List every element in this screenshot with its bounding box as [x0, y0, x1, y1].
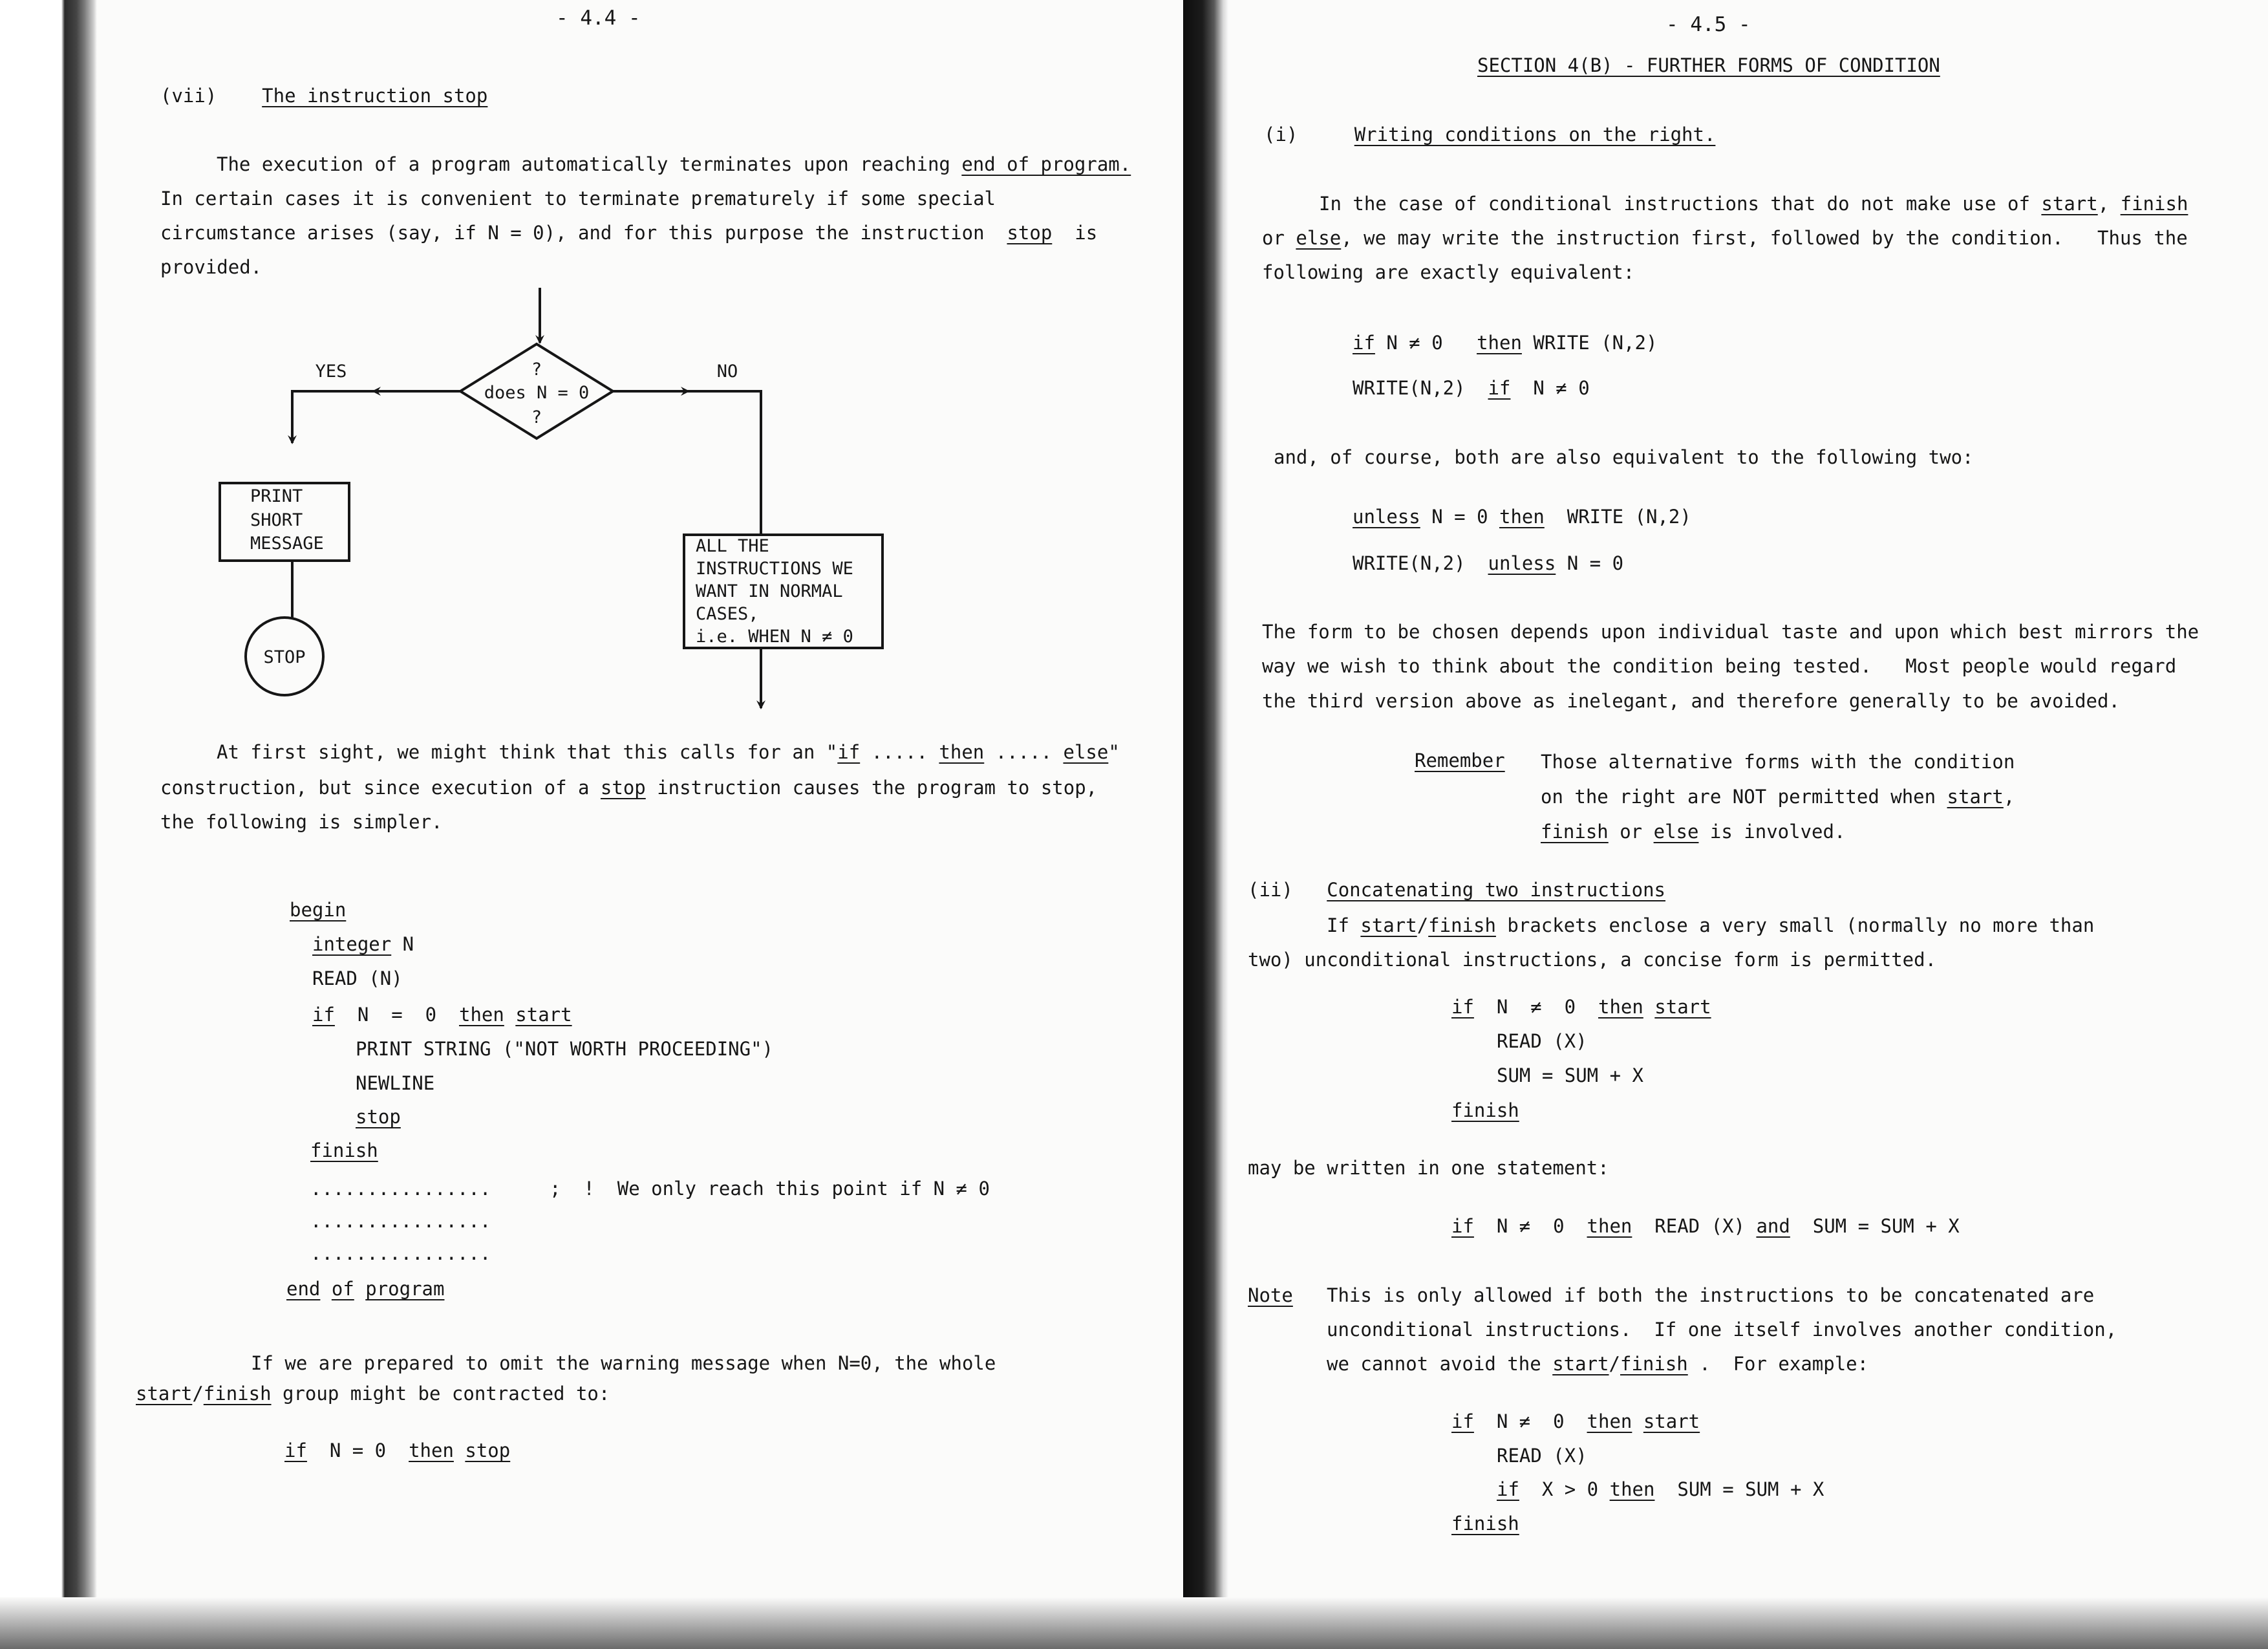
normal-box-line2: INSTRUCTIONS WE [696, 559, 853, 579]
code-newline: NEWLINE [356, 1072, 435, 1094]
subsection-i-heading: (i) Writing conditions on the right. [1264, 124, 1716, 146]
code-read: READ (N) [312, 967, 403, 989]
para2-line1: At first sight, we might think that this calls for an "if ..... then ..... else" [217, 741, 1120, 763]
p3-line2: way we wish to think about the condition being tested. Most people would regard [1262, 655, 2177, 677]
example-4: WRITE(N,2) unless N = 0 [1353, 552, 1624, 574]
para3-line1: If we are prepared to omit the warning message when N=0, the whole [251, 1352, 996, 1374]
p1-line1: In the case of conditional instructions that do not make use of start, finish [1319, 193, 2188, 215]
code-end-of-program: end of program [286, 1278, 445, 1300]
subsection-ii-heading: (ii) Concatenating two instructions [1248, 879, 1666, 901]
yes-label: YES [315, 361, 347, 382]
example-1: if N ≠ 0 then WRITE (N,2) [1353, 332, 1658, 354]
note-line2: unconditional instructions. If one itself involves another condition, [1327, 1319, 2117, 1341]
decision-bottom: ? [531, 407, 542, 427]
code1-finish: finish [1451, 1099, 1519, 1121]
remember-line1: Those alternative forms with the condition [1541, 751, 2015, 773]
section-number: (vii) [160, 85, 217, 107]
p3-line3: the third version above as inelegant, and therefore generally to be avoided. [1262, 690, 2120, 712]
decision-label: does N = 0 [484, 383, 590, 403]
normal-box-line4: CASES, [696, 604, 759, 624]
final-statement: if N = 0 then stop [284, 1439, 511, 1461]
normal-box-line3: WANT IN NORMAL [696, 581, 843, 601]
code-begin: begin [290, 899, 347, 921]
p5: may be written in one statement: [1248, 1157, 1609, 1179]
p4-line1: If start/finish brackets enclose a very small (normally no more than [1327, 914, 2095, 936]
page-edge-shadow [0, 1597, 1183, 1649]
code2-statement: if N ≠ 0 then READ (X) and SUM = SUM + X [1451, 1215, 1960, 1237]
decision-top: ? [531, 360, 542, 380]
section-title: The instruction stop [262, 85, 488, 107]
code-print: PRINT STRING ("NOT WORTH PROCEEDING") [356, 1038, 774, 1060]
remember-label: Remember [1415, 749, 1505, 771]
no-branch-line [689, 391, 761, 535]
code1-read: READ (X) [1497, 1030, 1587, 1052]
example-3: unless N = 0 then WRITE (N,2) [1353, 506, 1691, 528]
code3-finish: finish [1451, 1513, 1519, 1535]
code-stop: stop [356, 1106, 401, 1128]
code-dots1: ................ [310, 1178, 491, 1200]
para1-line4: provided. [160, 256, 262, 278]
code-dots3: ................ [310, 1242, 491, 1264]
flowchart [149, 272, 925, 724]
example-2: WRITE(N,2) if N ≠ 0 [1353, 377, 1590, 399]
p2: and, of course, both are also equivalent to the following two: [1274, 446, 1974, 468]
section-heading: SECTION 4(B) - FURTHER FORMS OF CONDITION [1477, 54, 1940, 76]
note-line1: This is only allowed if both the instructions to be concatenated are [1327, 1284, 2095, 1306]
code3-inner-if: if X > 0 then SUM = SUM + X [1497, 1478, 1824, 1500]
section-heading-vii [160, 84, 487, 107]
normal-box-line1: ALL THE [696, 536, 769, 556]
stop-label: STOP [263, 647, 306, 667]
code3-if: if N ≠ 0 then start [1451, 1410, 1700, 1432]
note-line3: we cannot avoid the start/finish . For example: [1327, 1353, 1869, 1375]
yes-branch-line [292, 391, 373, 443]
right-page [1183, 0, 2268, 1649]
code-comment: ; ! We only reach this point if N ≠ 0 [550, 1178, 990, 1200]
normal-box-line5: i.e. WHEN N ≠ 0 [696, 627, 853, 647]
code1-if: if N ≠ 0 then start [1451, 996, 1711, 1018]
p3-line1: The form to be chosen depends upon individual taste and upon which best mirrors the [1262, 621, 2199, 643]
print-box-line2: SHORT [250, 510, 303, 530]
print-box-line3: MESSAGE [250, 534, 324, 554]
note-label: Note [1248, 1284, 1293, 1306]
binding-shadow-right [1183, 0, 1228, 1649]
p1-line3: following are exactly equivalent: [1262, 261, 1635, 283]
p1-line2: or else, we may write the instruction first, followed by the condition. Thus the [1262, 227, 2188, 249]
para1-line1: The execution of a program automatically terminates upon reaching end of program. [217, 153, 1131, 175]
binding-shadow-left [0, 0, 97, 1649]
para2-line2: construction, but since execution of a stop instruction causes the program to stop, [160, 777, 1098, 799]
para1-line2: In certain cases it is convenient to terminate prematurely if some special [160, 188, 996, 210]
para2-line3: the following is simpler. [160, 811, 443, 833]
remember-line3: finish or else is involved. [1541, 821, 1846, 843]
p4-line2: two) unconditional instructions, a concise form is permitted. [1248, 949, 1937, 971]
code-integer: integer N [312, 933, 414, 955]
page-number-right: - 4.5 - [1666, 13, 1751, 36]
code1-sum: SUM = SUM + X [1497, 1064, 1643, 1086]
remember-line2: on the right are NOT permitted when start, [1541, 786, 2015, 808]
page-edge-shadow [1183, 1597, 2268, 1649]
para1-line3: circumstance arises (say, if N = 0), and for this purpose the instruction stop is [160, 222, 1098, 244]
code-if: if N = 0 then start [312, 1004, 572, 1026]
code-finish: finish [310, 1139, 378, 1161]
page-number-left: - 4.4 - [556, 6, 641, 30]
code-dots2: ................ [310, 1210, 491, 1232]
no-label: NO [716, 361, 738, 382]
code3-read: READ (X) [1497, 1445, 1587, 1467]
para3-line2: start/finish group might be contracted to: [136, 1383, 610, 1405]
print-box-line1: PRINT [250, 486, 303, 506]
